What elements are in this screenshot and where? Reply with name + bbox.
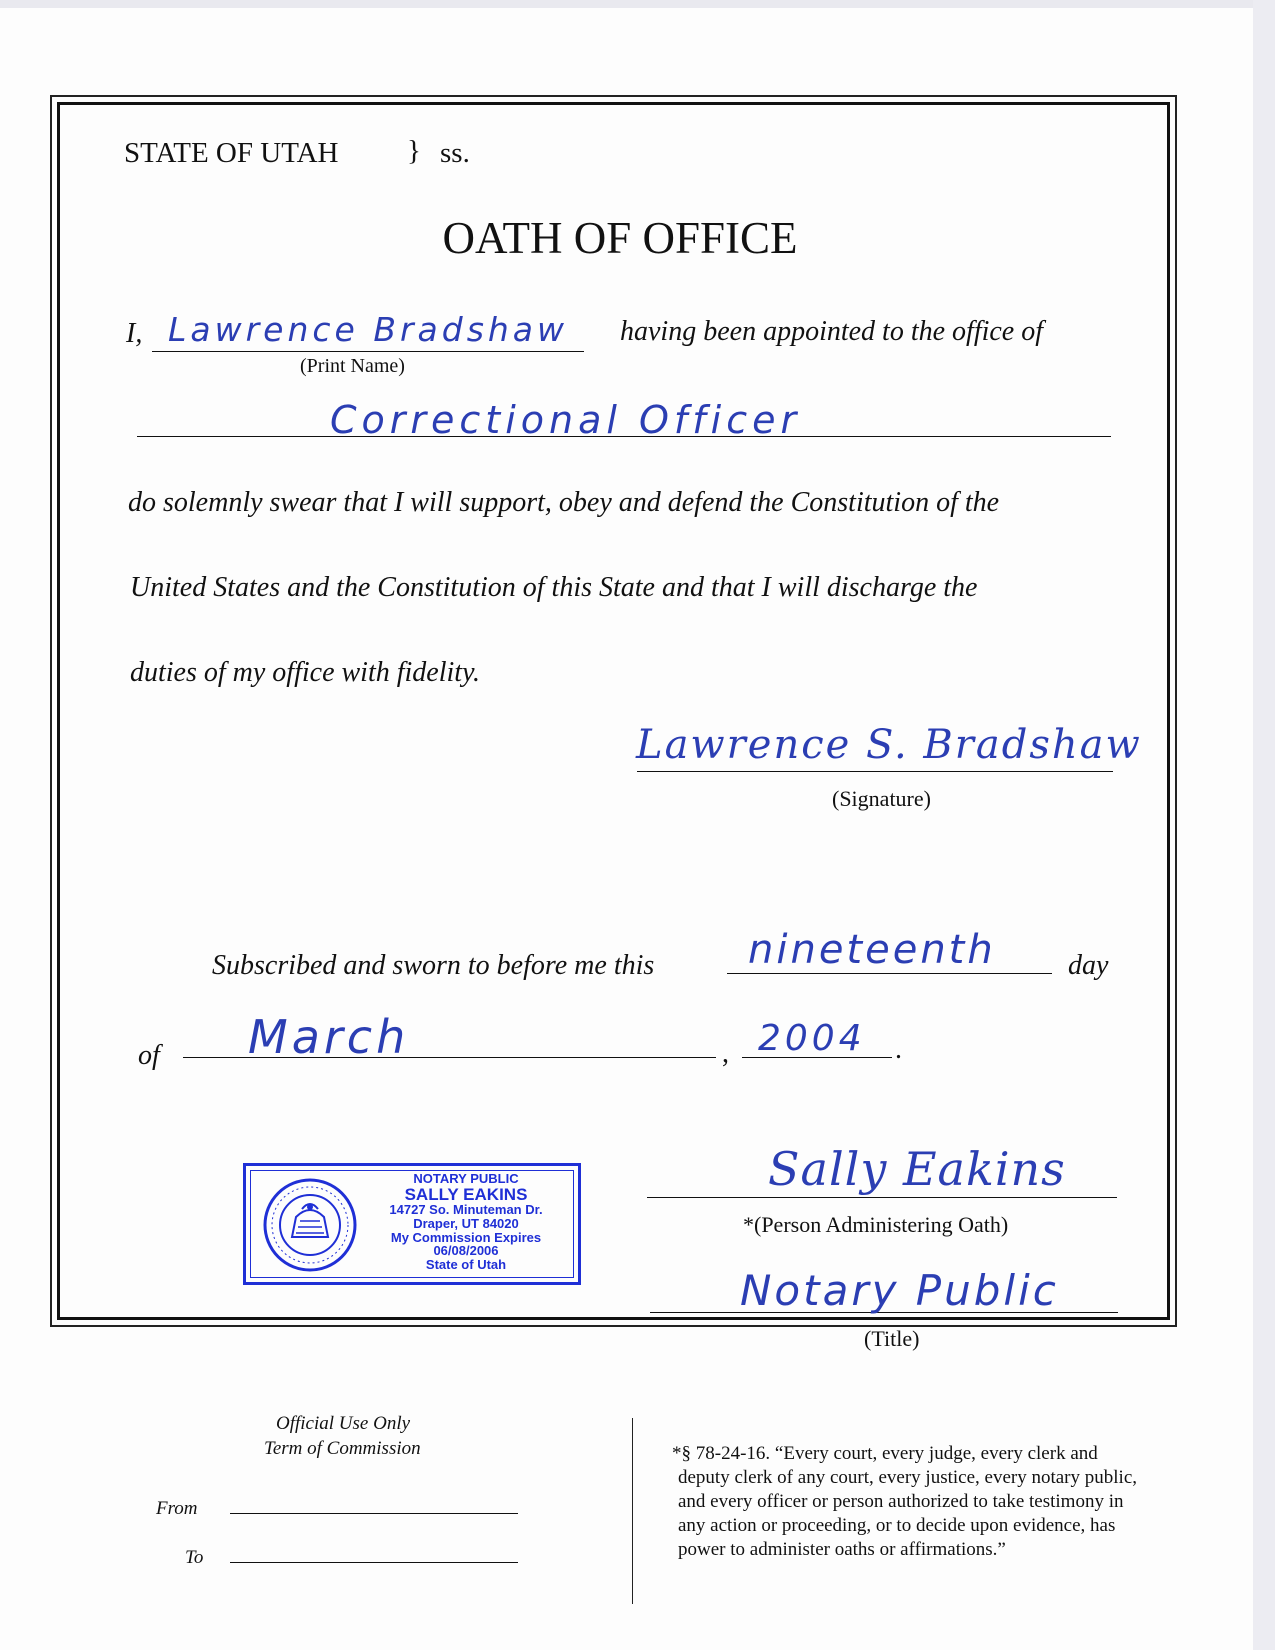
venue-state: STATE OF UTAH bbox=[124, 137, 339, 169]
month-comma: , bbox=[722, 1038, 729, 1069]
state-seal-icon bbox=[262, 1177, 358, 1273]
day-line bbox=[727, 973, 1052, 974]
administrator-signature-handwritten: Sally Eakins bbox=[768, 1142, 1066, 1196]
statute-line-5: power to administer oaths or affirmations.” bbox=[678, 1539, 1006, 1560]
scan-edge-right bbox=[1253, 0, 1275, 1650]
term-of-commission-heading: Term of Commission bbox=[264, 1438, 421, 1459]
from-line bbox=[230, 1513, 518, 1514]
administrator-label: *(Person Administering Oath) bbox=[743, 1212, 1009, 1237]
scan-edge-top bbox=[0, 0, 1275, 8]
official-use-heading: Official Use Only bbox=[276, 1413, 411, 1434]
stamp-line-city: Draper, UT 84020 bbox=[413, 1216, 519, 1232]
administrator-line bbox=[647, 1197, 1117, 1198]
day-handwritten: nineteenth bbox=[748, 927, 996, 973]
stamp-line-notary: NOTARY PUBLIC bbox=[413, 1171, 519, 1186]
of-label: of bbox=[138, 1040, 160, 1071]
footer-divider bbox=[632, 1418, 633, 1604]
print-name-line bbox=[152, 351, 584, 352]
stamp-line-address: 14727 So. Minuteman Dr. bbox=[389, 1202, 543, 1218]
signature-line bbox=[637, 771, 1113, 772]
oath-body-line-1: do solemnly swear that I will support, obey and defend the Constitution of the bbox=[128, 487, 1000, 518]
form-border-inner bbox=[57, 102, 1170, 1320]
stamp-line-state: State of Utah bbox=[425, 1257, 507, 1273]
month-handwritten: March bbox=[248, 1010, 410, 1064]
statute-line-3: and every officer or person authorized to take testimony in bbox=[678, 1491, 1124, 1512]
stamp-line-name: SALLY EAKINS bbox=[404, 1184, 528, 1204]
day-label: day bbox=[1068, 950, 1109, 981]
venue-ss: ss. bbox=[440, 137, 470, 169]
oath-appointed-text: having been appointed to the office of bbox=[620, 316, 1044, 347]
from-label: From bbox=[156, 1498, 198, 1519]
title-handwritten: Notary Public bbox=[740, 1266, 1059, 1315]
to-label: To bbox=[185, 1547, 204, 1568]
signature-label: (Signature) bbox=[832, 786, 931, 811]
statute-line-1: *§ 78-24-16. “Every court, every judge, every clerk and bbox=[672, 1443, 1098, 1464]
to-line bbox=[230, 1562, 518, 1563]
title-label: (Title) bbox=[864, 1326, 920, 1351]
print-name-handwritten: Lawrence Bradshaw bbox=[168, 310, 569, 349]
statute-line-4: any action or proceeding, or to decide upon evidence, has bbox=[678, 1515, 1116, 1536]
document-title: OATH OF OFFICE bbox=[442, 213, 798, 263]
oath-body-line-2: United States and the Constitution of this State and that I will discharge the bbox=[130, 572, 978, 603]
notary-stamp bbox=[243, 1163, 581, 1285]
print-name-label: (Print Name) bbox=[300, 355, 405, 377]
stamp-line-expiry: My Commission Expires 06/08/2006 bbox=[390, 1229, 542, 1259]
year-handwritten: 2004 bbox=[758, 1018, 866, 1059]
jurat-subscribed-text: Subscribed and sworn to before me this bbox=[212, 950, 655, 981]
office-handwritten: Correctional Officer bbox=[330, 398, 802, 442]
oath-signature-handwritten: Lawrence S. Bradshaw bbox=[636, 722, 1142, 768]
statute-line-2: deputy clerk of any court, every justice, every notary public, bbox=[678, 1467, 1137, 1488]
notary-stamp-text bbox=[364, 1172, 568, 1272]
oath-body-line-3: duties of my office with fidelity. bbox=[130, 657, 480, 688]
year-period: . bbox=[895, 1034, 902, 1065]
oath-prefix: I, bbox=[126, 318, 143, 349]
venue-brace: } bbox=[407, 135, 421, 167]
